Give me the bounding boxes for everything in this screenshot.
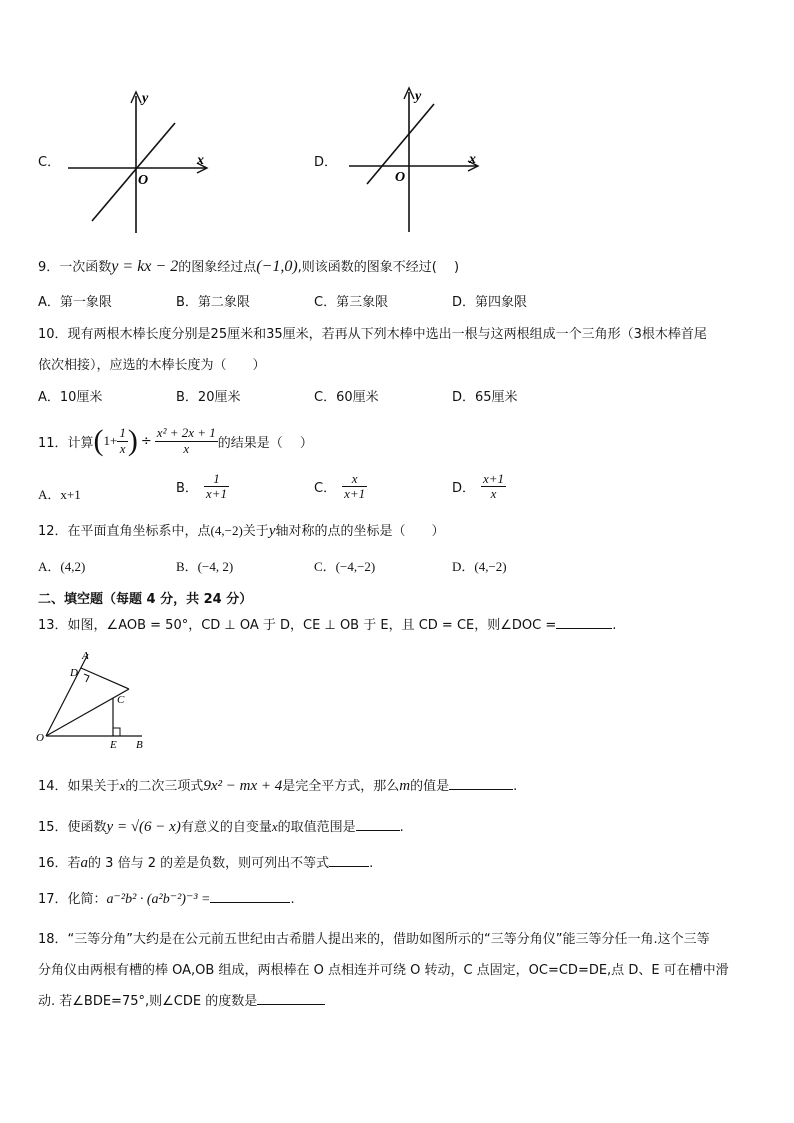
origin-label: O	[138, 173, 149, 188]
figure-13	[32, 646, 162, 754]
q11-option-a: A．x+1	[38, 487, 81, 502]
label-e: E	[110, 739, 117, 751]
fraction-quadratic: $\frac{\text{x² + 2x + 1}}{x}$	[156, 425, 216, 456]
answer-blank	[257, 991, 325, 1005]
answer-blank	[556, 615, 612, 629]
question-17: 17．化简：a⁻²b² · (a²b⁻²)⁻³ = .	[38, 888, 295, 908]
q10-option-a: A．10厘米	[38, 390, 103, 405]
answer-blank	[210, 889, 290, 903]
q12-option-c: C．(−4,−2)	[314, 559, 376, 574]
graph-d	[345, 86, 485, 236]
question-10-line1: 10．现有两根木棒长度分别是25厘米和35厘米，若再从下列木棒中选出一根与这两根组成一个三角形（3根木棒首尾	[38, 327, 707, 342]
question-18-line3: 动. 若∠BDE=75°,则∠CDE 的度数是	[38, 990, 325, 1009]
q11-option-c: C． $\frac{x}{x+1}$	[314, 471, 366, 502]
question-9: 9．一次函数y = kx − 2的图象经过点(−1,0),则该函数的图象不经过( )	[38, 258, 460, 275]
right-angle-e	[113, 728, 120, 736]
q9-option-a: A．第一象限	[38, 295, 112, 310]
q11-option-b: B． $\frac{1}{x+1}$	[176, 471, 227, 502]
answer-blank	[329, 853, 369, 867]
question-13: 13．如图，∠AOB = 50°，CD ⊥ OA 于 D，CE ⊥ OB 于 E，且 CD = CE，则∠DOC = .	[38, 614, 616, 633]
fraction-1-over-x: $\frac{1}{x}$	[119, 425, 126, 456]
q12-option-a: A．(4,2)	[38, 559, 86, 574]
question-18-line1: 18．“三等分角”大约是在公元前五世纪由古希腊人提出来的，借助如图所示的“三等分角仪”能三等分任一角.这个三等	[38, 932, 710, 947]
right-angle-d	[84, 674, 89, 682]
axis-y-label: y	[142, 91, 149, 106]
q12-option-b: B．(−4, 2)	[176, 559, 234, 574]
q9-option-c: C．第三象限	[314, 295, 389, 310]
graph-c-label: C．	[38, 155, 61, 170]
label-d: D	[70, 667, 78, 679]
answer-blank	[449, 776, 513, 790]
q11-option-d: D． $\frac{x+1}{x}$	[452, 471, 505, 502]
axis-y-label: y	[415, 89, 422, 104]
graph-d-label: D．	[314, 155, 338, 170]
function-line	[92, 123, 175, 221]
label-c: C	[117, 694, 125, 706]
question-11: 11．计算 ( 1+ $\frac{1}{x}$ ) ÷ $\frac{\text{x² + 2x + 1}}{x}$ 的结果是（ ）	[38, 424, 313, 457]
answer-blank	[356, 817, 400, 831]
origin-label: O	[395, 170, 406, 185]
q10-option-d: D．65厘米	[452, 390, 518, 405]
q10-option-b: B．20厘米	[176, 390, 241, 405]
axis-x-label: x	[197, 153, 204, 168]
label-a: A	[82, 650, 89, 662]
axis-x-label: x	[469, 152, 476, 167]
question-12: 12．在平面直角坐标系中，点(4,−2)关于y轴对称的点的坐标是（ ）	[38, 523, 445, 539]
label-o: O	[36, 732, 44, 744]
question-18-line2: 分角仪由两根有槽的棒 OA,OB 组成，两根棒在 O 点相连并可绕 O 转动，C 点固定，OC=CD=DE,点 D、E 可在槽中滑	[38, 963, 729, 978]
graph-c	[64, 88, 214, 238]
question-16: 16．若a的 3 倍与 2 的差是负数，则可列出不等式 .	[38, 855, 374, 871]
q12-option-d: D．(4,−2)	[452, 559, 507, 574]
question-15: 15．使函数y = √(6 − x)有意义的自变量x的取值范围是 .	[38, 819, 404, 835]
q9-option-d: D．第四象限	[452, 295, 528, 310]
section-2-title: 二、填空题（每题 4 分，共 24 分）	[38, 592, 253, 607]
q9-option-b: B．第二象限	[176, 295, 250, 310]
q10-option-c: C．60厘米	[314, 390, 379, 405]
label-b: B	[136, 739, 143, 751]
question-14: 14．如果关于x的二次三项式9x² − mx + 4是完全平方式，那么m的值是 .	[38, 778, 518, 794]
question-10-line2: 依次相接），应选的木棒长度为（ ）	[38, 358, 266, 373]
